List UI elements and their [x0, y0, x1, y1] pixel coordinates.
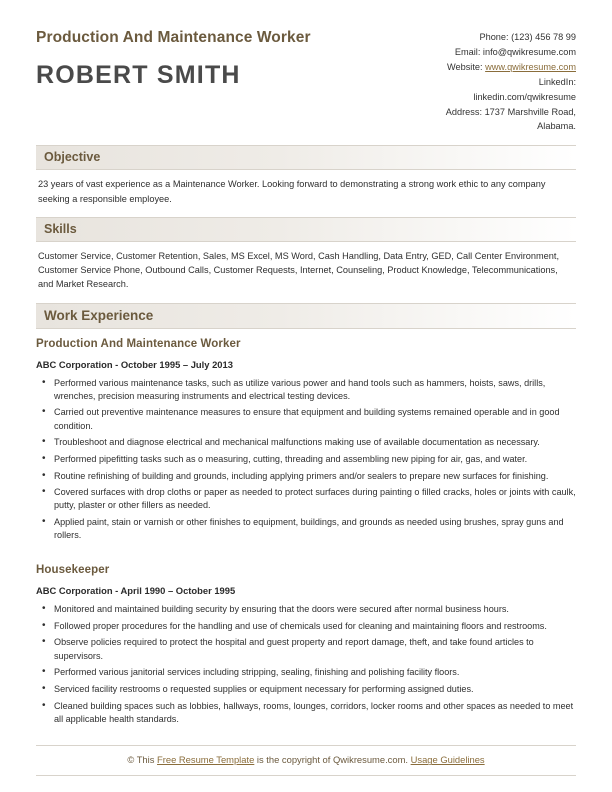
- experience-role: Production And Maintenance Worker: [36, 337, 241, 350]
- experience-bullets: [36, 377, 576, 543]
- list-item: • Monitored and maintained building security by ensuring that the doors were secured after normal business hours.: [52, 603, 576, 616]
- footer-copyright: [36, 745, 576, 776]
- contact-email: Email: info@qwikresume.com: [454, 46, 576, 57]
- header-left: [36, 28, 363, 90]
- footer-middle: is the copyright of Qwikresume.com.: [254, 754, 411, 766]
- contact-website-label: Website:: [446, 61, 486, 72]
- list-item: • Cleaned building spaces such as lobbies, hallways, rooms, lounges, corridors, locker rooms and other spaces as needed to meet all applicable health standards.: [52, 700, 576, 726]
- resume-header: [36, 28, 576, 134]
- contact-phone: Phone: (123) 456 78 99: [479, 32, 576, 42]
- section-header-objective: Objective: [36, 145, 576, 170]
- list-item: • Observe policies required to protect the hospital and guest property and report damage, theft, and take found articles to supervisors.: [52, 636, 576, 662]
- list-item: • Serviced facility restrooms o requested supplies or equipment necessary for performing assigned duties.: [52, 683, 576, 696]
- experience-bullets: [36, 603, 576, 726]
- objective-text: 23 years of vast experience as a Maintenance Worker. Looking forward to demonstrating a strong work ethic to any company seeking a responsible employee.: [38, 179, 546, 204]
- contact-website: [363, 60, 576, 75]
- skills-text: Customer Service, Customer Retention, Sales, MS Excel, MS Word, Cash Handling, Data Entry, GED, Call Center Environment, Customer Service Phone, Outbound Calls, Customer Requests, Internet, Counseling, Product Knowledge, Telecommunications, and Market Research.: [38, 250, 559, 290]
- list-item: • Performed various maintenance tasks, such as utilize various power and hand tools such as hammers, hoists, saws, drills, wrenches, precision measuring instruments and electrical testing devices.: [52, 377, 576, 403]
- experience-company-dates: ABC Corporation - April 1990 – October 1995: [36, 584, 236, 596]
- list-item: • Applied paint, stain or varnish or other finishes to equipment, buildings, and grounds as needed using brushes, spray guns and rollers.: [52, 516, 576, 542]
- section-header-skills: Skills: [36, 217, 576, 242]
- contact-address-line1: Address: 1737 Marshville Road,: [445, 106, 576, 117]
- experience-item: [36, 329, 576, 543]
- contact-block: [363, 28, 576, 134]
- list-item: • Troubleshoot and diagnose electrical and mechanical malfunctions making use of available documentation as necessary.: [52, 436, 576, 449]
- free-resume-template-link[interactable]: Free Resume Template: [157, 754, 255, 766]
- page-title: Production And Maintenance Worker: [36, 29, 311, 46]
- list-item: • Performed various janitorial services including stripping, sealing, finishing and polishing facility floors.: [52, 666, 576, 679]
- experience-role: Housekeeper: [36, 563, 110, 576]
- contact-linkedin-value: linkedin.com/qwikresume: [473, 91, 576, 102]
- list-item: • Covered surfaces with drop cloths or paper as needed to protect surfaces during painting o filled cracks, holes or joints with caulk, putty, plaster or other fillers as needed.: [52, 486, 576, 512]
- list-item: • Performed pipefitting tasks such as o measuring, cutting, threading and assembling new piping for air, gas, and water.: [52, 453, 576, 466]
- list-item: • Carried out preventive maintenance measures to ensure that equipment and building systems remained operable and in good condition.: [52, 406, 576, 432]
- contact-address-line2: Alabama.: [537, 121, 576, 132]
- website-link[interactable]: www.qwikresume.com: [485, 61, 576, 72]
- section-header-work-experience: Work Experience: [36, 303, 576, 329]
- experience-company-dates: ABC Corporation - October 1995 – July 2013: [36, 358, 233, 370]
- candidate-name: ROBERT SMITH: [36, 60, 241, 89]
- footer-prefix: © This: [127, 754, 158, 766]
- usage-guidelines-link[interactable]: Usage Guidelines: [410, 754, 485, 766]
- list-item: • Followed proper procedures for the handling and use of chemicals used for cleaning and maintaining floors and restrooms.: [52, 620, 576, 633]
- contact-linkedin-label: LinkedIn:: [538, 76, 576, 87]
- experience-item: [36, 546, 576, 726]
- list-item: • Routine refinishing of building and grounds, including applying primers and/or sealers to prepare new surfaces for finishing.: [52, 470, 576, 483]
